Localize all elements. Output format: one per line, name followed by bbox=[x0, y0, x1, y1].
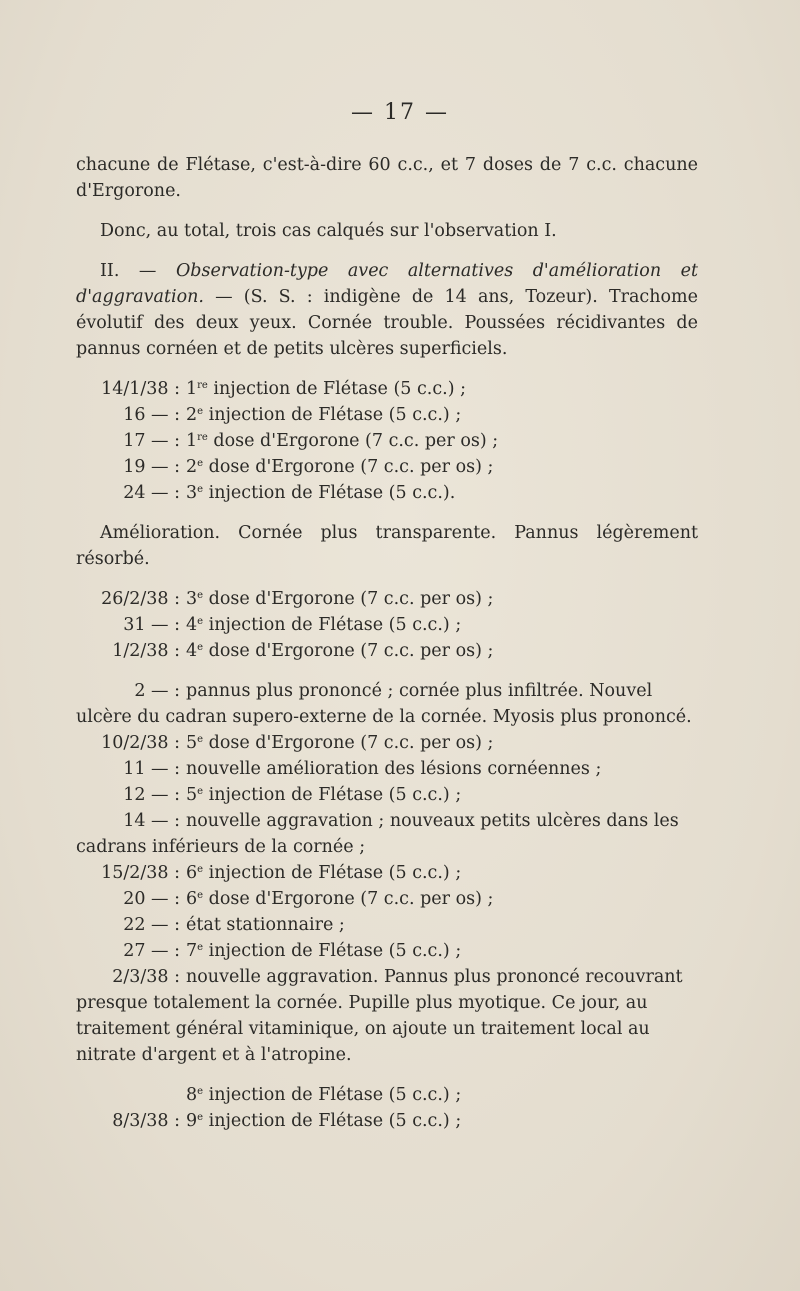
log-entry: 8e injection de Flétase (5 c.c.) ; bbox=[186, 1085, 462, 1105]
log-entry: 10/2/38 : 5e dose d'Ergorone (7 c.c. per os) ; bbox=[101, 733, 494, 753]
log-entry: 17 — : 1re dose d'Ergorone (7 c.c. per os) ; bbox=[123, 431, 499, 451]
log-entry: 19 — : 2e dose d'Ergorone (7 c.c. per os) ; bbox=[123, 457, 494, 477]
log-entry: 8/3/38 : 9e injection de Flétase (5 c.c.) ; bbox=[112, 1111, 462, 1131]
log-entry: 12 — : 5e injection de Flétase (5 c.c.) ; bbox=[123, 785, 462, 805]
log-entry: 14/1/38 : 1re injection de Flétase (5 c.c.) ; bbox=[101, 379, 466, 399]
paragraph-observation-heading bbox=[76, 258, 698, 362]
log-entry: 22 — : état stationnaire ; bbox=[123, 915, 345, 935]
log-entry-continuation: presque totalement la cornée. Pupille plus myotique. Ce jour, au bbox=[76, 993, 648, 1013]
paragraph-improvement: Amélioration. Cornée plus transparente. Pannus légèrement résorbé. bbox=[76, 523, 698, 569]
observation-title: Observation-type avec alternatives d'amélioration et d'aggravation. bbox=[76, 261, 698, 307]
log-entry-continuation: nitrate d'argent et à l'atropine. bbox=[76, 1045, 352, 1065]
log-entry: 27 — : 7e injection de Flétase (5 c.c.) ; bbox=[123, 941, 462, 961]
log-entry: 15/2/38 : 6e injection de Flétase (5 c.c.) ; bbox=[101, 863, 462, 883]
log-entry: 16 — : 2e injection de Flétase (5 c.c.) ; bbox=[123, 405, 462, 425]
body-text bbox=[76, 152, 698, 1134]
log-entry-continuation: ulcère du cadran supero-externe de la cornée. Myosis plus prononcé. bbox=[76, 707, 692, 727]
log-entry: 11 — : nouvelle amélioration des lésions cornéennes ; bbox=[123, 759, 602, 779]
page-number: — 17 — bbox=[351, 100, 449, 125]
paragraph-summary: Donc, au total, trois cas calqués sur l'observation I. bbox=[100, 221, 557, 241]
log-entry-continuation: cadrans inférieurs de la cornée ; bbox=[76, 837, 366, 857]
log-entry: 24 — : 3e injection de Flétase (5 c.c.). bbox=[123, 483, 456, 503]
paragraph-continuation: chacune de Flétase, c'est-à-dire 60 c.c., et 7 doses de 7 c.c. chacune d'Ergorone. bbox=[76, 155, 698, 201]
observation-number: II. — bbox=[100, 261, 157, 281]
observation-details: — (S. S. : indigène de 14 ans, Tozeur). Trachome évolutif des deux yeux. Cornée trouble. Poussées récidivantes de pannus cornéen et de petits ulcères superficiels. bbox=[76, 287, 698, 359]
log-entry: 26/2/38 : 3e dose d'Ergorone (7 c.c. per os) ; bbox=[101, 589, 494, 609]
log-entry: 1/2/38 : 4e dose d'Ergorone (7 c.c. per os) ; bbox=[112, 641, 494, 661]
log-entry: 14 — : nouvelle aggravation ; nouveaux petits ulcères dans les bbox=[123, 811, 679, 831]
log-entry: 2/3/38 : nouvelle aggravation. Pannus plus prononcé recouvrant bbox=[112, 967, 683, 987]
log-entry: 31 — : 4e injection de Flétase (5 c.c.) ; bbox=[123, 615, 462, 635]
log-entry: 20 — : 6e dose d'Ergorone (7 c.c. per os) ; bbox=[123, 889, 494, 909]
treatment-log-4 bbox=[76, 1082, 698, 1134]
treatment-log-1 bbox=[76, 376, 698, 506]
log-entry-continuation: traitement général vitaminique, on ajoute un traitement local au bbox=[76, 1019, 650, 1039]
treatment-log-3 bbox=[76, 678, 698, 1068]
log-entry: 2 — : pannus plus prononcé ; cornée plus infiltrée. Nouvel bbox=[134, 681, 653, 701]
treatment-log-2 bbox=[76, 586, 698, 664]
